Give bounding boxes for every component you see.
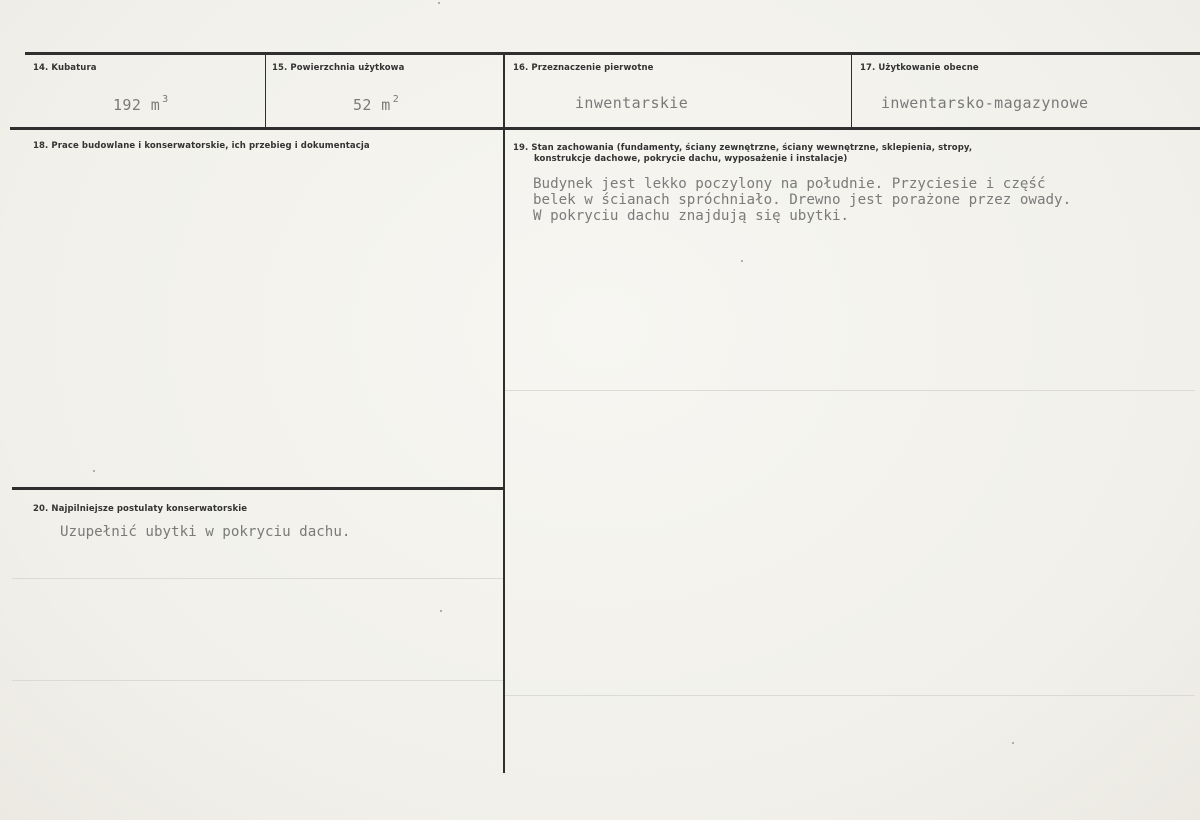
field-15-value bbox=[353, 96, 399, 114]
paper-speck bbox=[741, 260, 743, 262]
field-14-number: 192 m bbox=[113, 96, 161, 114]
field-19-line: Budynek jest lekko poczylony na południe. Przyciesie i część bbox=[533, 176, 1046, 192]
field-14-exponent: 3 bbox=[162, 94, 169, 105]
paper-speck bbox=[93, 470, 95, 472]
field-15-number: 52 m bbox=[353, 96, 391, 114]
paper-speck bbox=[440, 610, 442, 612]
section20-top-rule bbox=[12, 487, 503, 490]
field-19-text bbox=[533, 176, 1071, 224]
field-18-label: 18. Prace budowlane i konserwatorskie, ich przebieg i dokumentacja bbox=[33, 141, 370, 151]
field-15-label: 15. Powierzchnia użytkowa bbox=[272, 63, 405, 73]
faint-line bbox=[505, 695, 1195, 696]
paper-speck bbox=[1012, 742, 1014, 744]
field-19-line: W pokryciu dachu znajdują się ubytki. bbox=[533, 208, 850, 224]
field-14-value bbox=[113, 96, 169, 114]
field-19-line: belek w ścianach spróchniało. Drewno jest porażone przez owady. bbox=[533, 192, 1072, 208]
field-17-value: inwentarsko-magazynowe bbox=[881, 94, 1089, 112]
field-20-label: 20. Najpilniejsze postulaty konserwatorskie bbox=[33, 504, 248, 514]
row1-bottom-rule bbox=[10, 127, 1200, 130]
field-16-value: inwentarskie bbox=[575, 94, 689, 112]
paper-speck bbox=[438, 2, 440, 4]
field-14-label: 14. Kubatura bbox=[33, 63, 97, 73]
field-19-label-line2: konstrukcje dachowe, pokrycie dachu, wyposażenie i instalacje) bbox=[534, 154, 848, 164]
faint-line bbox=[12, 578, 503, 579]
field-20-value: Uzupełnić ubytki w pokryciu dachu. bbox=[60, 524, 351, 540]
faint-line bbox=[505, 390, 1195, 391]
field-17-label: 17. Użytkowanie obecne bbox=[860, 63, 979, 73]
field-19-label-line1: 19. Stan zachowania (fundamenty, ściany zewnętrzne, ściany wewnętrzne, sklepienia, stropy, bbox=[513, 143, 973, 153]
faint-line bbox=[12, 680, 503, 681]
divider-14-15 bbox=[265, 53, 266, 129]
main-divider bbox=[503, 53, 505, 773]
field-16-label: 16. Przeznaczenie pierwotne bbox=[513, 63, 654, 73]
top-rule bbox=[25, 52, 1200, 55]
field-15-exponent: 2 bbox=[392, 94, 400, 105]
divider-16-17 bbox=[851, 53, 852, 129]
